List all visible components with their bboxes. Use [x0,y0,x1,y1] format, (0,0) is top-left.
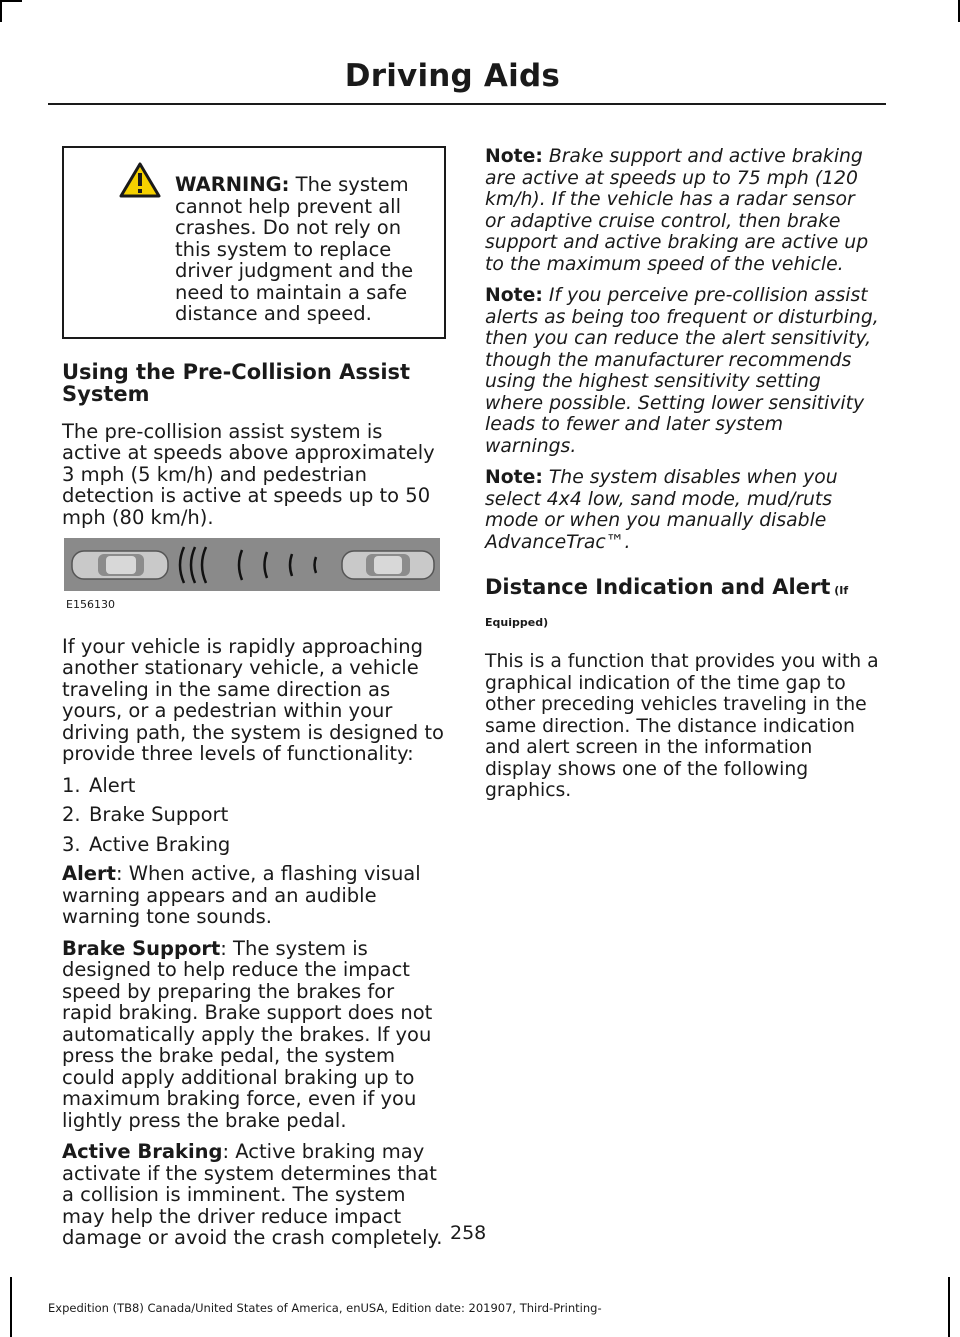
page-title: Driving Aids [344,58,560,94]
section-heading: Using the Pre-Collision Assist System [62,359,411,406]
warning-box [62,146,446,339]
pre-collision-illustration [64,538,440,591]
list-item: 2. Brake Support [62,803,229,826]
note-paragraph: Note: The system disables when you select 4x4 low, sand mode, mud/ruts mode or when you manually disable AdvanceTrac™. [485,467,838,553]
left-column [62,146,446,1259]
note-paragraph: Note: If you perceive pre-collision assist alerts as being too frequent or disturbing, then you can reduce the alert sensitivity, though the manufacturer recommends using the highest sensitivity setting where possible. Setting lower sensitivity leads to fewer and later system warnings. [485,285,879,457]
note-paragraph: Note: Brake support and active braking are active at speeds up to 75 mph (120 km/h). If the vehicle has a radar sensor or adaptive cruise control, then brake support and active braking are active up to the maximum speed of the vehicle. [485,146,869,275]
car-approach-graphic [64,538,440,591]
warning-label: WARNING: [175,173,290,196]
alert-definition: Alert: When active, a flashing visual warning appears and an audible warning tone sounds. [62,862,421,928]
levels-list [62,775,446,856]
target-car-icon [342,551,434,579]
brake-support-definition: Brake Support: The system is designed to help reduce the impact speed by preparing the brakes for rapid braking. Brake support does not automatically apply the brakes. If you press the brake pedal, the system could apply additional braking up to maximum braking force, even if you lightly press the brake pedal. [62,936,433,1132]
figure-label: E156130 [66,598,115,611]
crop-mark [948,1277,950,1337]
levels-intro: If your vehicle is rapidly approaching another stationary vehicle, a vehicle traveling in the same direction as yours, or a pedestrian within your driving path, the system is designed to provide three levels of functionality: [62,634,444,765]
footer-text: Expedition (TB8) Canada/United States of America, enUSA, Edition date: 201907, Third-Printing- [48,1301,602,1315]
section-heading: Distance Indication and Alert (If Equipped) [485,575,849,629]
page-number: 258 [450,1222,487,1244]
crop-mark [10,1277,12,1337]
host-car-icon [72,551,168,579]
active-braking-definition: Active Braking: Active braking may activate if the system determines that a collision is imminent. The system may help the driver reduce impact damage or avoid the crash completely. [62,1140,443,1249]
crop-mark [0,0,22,2]
crop-mark [0,0,2,22]
header-divider [48,103,886,105]
intro-paragraph: The pre-collision assist system is active at speeds above approximately 3 mph (5 km/h) and pedestrian detection is active at speeds up to 50 mph (80 km/h). [62,419,435,529]
warning-text: WARNING: The system cannot help prevent all crashes. Do not rely on this system to replace driver judgment and the need to maintain a safe distance and speed. [175,173,414,325]
list-item: 1. Alert [62,773,136,797]
distance-indication-paragraph: This is a function that provides you with a graphical indication of the time gap to other preceding vehicles traveling in the same direction. The distance indication and alert screen in the information display shows one of the following graphics. [485,651,879,801]
right-column [485,146,879,812]
list-item: 3. Active Braking [62,832,231,856]
warning-triangle-icon [119,162,161,198]
